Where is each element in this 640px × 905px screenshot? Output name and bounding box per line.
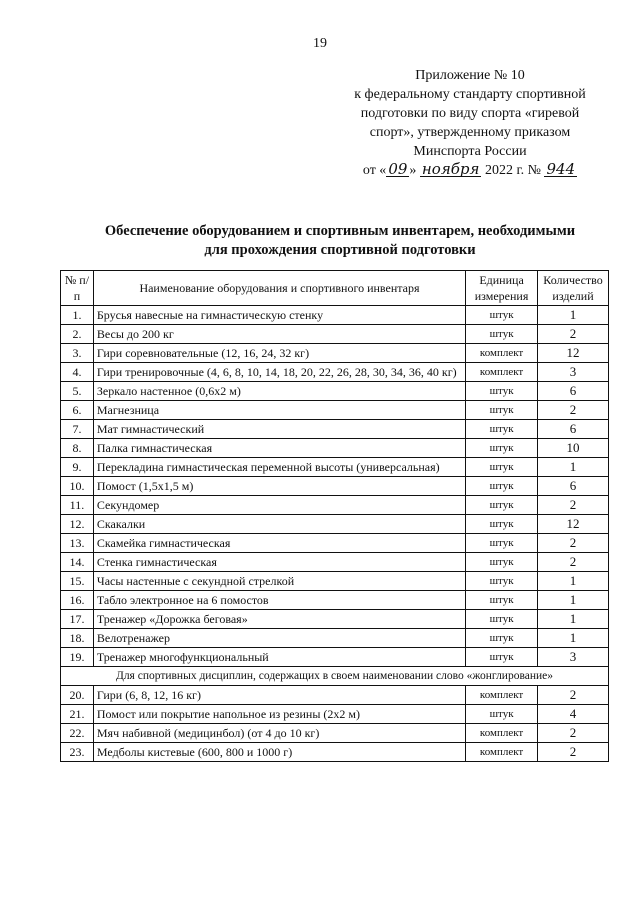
appendix-header [330,66,610,180]
order-date-line [330,161,610,180]
page-number: 19 [313,36,327,51]
row-name: Гири (6, 8, 12, 16 кг) [93,686,465,705]
row-quantity: 2 [538,743,609,762]
appendix-line: подготовки по виду спорта «гиревой [360,106,580,121]
table-row [61,458,609,477]
date-prefix: от « [362,163,387,178]
row-unit: штук [466,648,538,667]
row-name: Скамейка гимнастическая [93,534,465,553]
row-number: 4. [61,363,94,382]
row-number: 1. [61,306,94,325]
row-number: 5. [61,382,94,401]
row-quantity: 2 [538,325,609,344]
table-row [61,515,609,534]
row-number: 6. [61,401,94,420]
header-unit: Единица измерения [466,271,538,306]
row-unit: штук [466,477,538,496]
row-number: 12. [61,515,94,534]
row-quantity: 1 [538,306,609,325]
row-name: Магнезница [93,401,465,420]
row-name: Стенка гимнастическая [93,553,465,572]
row-name: Велотренажер [93,629,465,648]
row-name: Скакалки [93,515,465,534]
row-unit: штук [466,439,538,458]
row-number: 10. [61,477,94,496]
row-name: Перекладина гимнастическая переменной высоты (универсальная) [93,458,465,477]
row-unit: комплект [466,363,538,382]
row-unit: комплект [466,724,538,743]
row-name: Тренажер «Дорожка беговая» [93,610,465,629]
row-name: Весы до 200 кг [93,325,465,344]
table-row [61,439,609,458]
row-unit: штук [466,553,538,572]
row-unit: штук [466,515,538,534]
table-row [61,363,609,382]
row-quantity: 10 [538,439,609,458]
table-row [61,496,609,515]
row-unit: штук [466,458,538,477]
row-number: 20. [61,686,94,705]
row-quantity: 2 [538,401,609,420]
row-unit: штук [466,534,538,553]
row-name: Мат гимнастический [93,420,465,439]
row-name: Часы настенные с секундной стрелкой [93,572,465,591]
row-quantity: 6 [538,382,609,401]
row-quantity: 3 [538,648,609,667]
row-number: 14. [61,553,94,572]
table-row [61,724,609,743]
row-number: 23. [61,743,94,762]
row-quantity: 2 [538,534,609,553]
header-name: Наименование оборудования и спортивного инвентаря [93,271,465,306]
row-unit: штук [466,306,538,325]
table-row [61,591,609,610]
row-unit: штук [466,420,538,439]
table-header-row [61,271,609,306]
row-name: Палка гимнастическая [93,439,465,458]
row-name: Брусья навесные на гимнастическую стенку [93,306,465,325]
appendix-line: спорт», утвержденному приказом [369,125,571,140]
table-row [61,610,609,629]
row-number: 16. [61,591,94,610]
row-number: 15. [61,572,94,591]
date-mid: » [409,163,417,178]
row-quantity: 2 [538,686,609,705]
row-quantity: 12 [538,515,609,534]
date-month: ноября [421,160,480,178]
row-unit: штук [466,401,538,420]
row-number: 21. [61,705,94,724]
section-label: Для спортивных дисциплин, содержащих в своем наименовании слово «жонглирование» [61,667,609,686]
row-unit: штук [466,382,538,401]
section-row [61,667,609,686]
row-quantity: 2 [538,724,609,743]
table-row [61,648,609,667]
row-unit: комплект [466,743,538,762]
row-number: 22. [61,724,94,743]
row-quantity: 6 [538,420,609,439]
row-name: Тренажер многофункциональный [93,648,465,667]
row-quantity: 1 [538,591,609,610]
section-header [61,667,609,686]
table-row [61,401,609,420]
row-name: Секундомер [93,496,465,515]
row-number: 13. [61,534,94,553]
table-row [61,344,609,363]
row-name: Помост или покрытие напольное из резины (2х2 м) [93,705,465,724]
header-qty: Количество изделий [538,271,609,306]
row-quantity: 4 [538,705,609,724]
row-quantity: 6 [538,477,609,496]
row-number: 18. [61,629,94,648]
table-row [61,420,609,439]
appendix-line: Минспорта России [413,144,527,159]
table-body [61,306,609,667]
row-quantity: 12 [538,344,609,363]
document-title [60,222,620,260]
row-number: 7. [61,420,94,439]
title-line-2: для прохождения спортивной подготовки [204,242,476,258]
title-line-1: Обеспечение оборудованием и спортивным инвентарем, необходимыми [104,223,576,239]
row-name: Гири тренировочные (4, 6, 8, 10, 14, 18, 20, 22, 26, 28, 30, 34, 36, 40 кг) [93,363,465,382]
inventory-table [60,270,609,762]
header-num: № п/п [61,271,94,306]
row-name: Табло электронное на 6 помостов [93,591,465,610]
appendix-line: к федеральному стандарту спортивной [354,87,586,102]
row-quantity: 1 [538,629,609,648]
table-row [61,306,609,325]
table-row [61,743,609,762]
row-unit: комплект [466,686,538,705]
row-unit: штук [466,572,538,591]
row-name: Гири соревновательные (12, 16, 24, 32 кг) [93,344,465,363]
row-number: 17. [61,610,94,629]
row-unit: штук [466,591,538,610]
row-unit: штук [466,325,538,344]
row-name: Медболы кистевые (600, 800 и 1000 г) [93,743,465,762]
row-name: Зеркало настенное (0,6х2 м) [93,382,465,401]
row-name: Помост (1,5х1,5 м) [93,477,465,496]
date-year: 2022 г. № [484,163,541,178]
row-number: 2. [61,325,94,344]
section-body [61,686,609,762]
row-number: 11. [61,496,94,515]
row-number: 8. [61,439,94,458]
row-unit: штук [466,610,538,629]
table-row [61,553,609,572]
table-row [61,382,609,401]
row-quantity: 1 [538,610,609,629]
table-row [61,686,609,705]
row-quantity: 2 [538,496,609,515]
date-day: 09 [388,160,408,178]
row-number: 19. [61,648,94,667]
row-unit: штук [466,496,538,515]
appendix-line: Приложение № 10 [415,68,525,83]
row-quantity: 3 [538,363,609,382]
table-row [61,705,609,724]
table-row [61,572,609,591]
row-unit: штук [466,629,538,648]
table-row [61,325,609,344]
row-number: 3. [61,344,94,363]
row-unit: комплект [466,344,538,363]
row-quantity: 1 [538,458,609,477]
row-name: Мяч набивной (медицинбол) (от 4 до 10 кг) [93,724,465,743]
table-row [61,534,609,553]
row-quantity: 2 [538,553,609,572]
table-row [61,629,609,648]
table-row [61,477,609,496]
row-unit: штук [466,705,538,724]
row-quantity: 1 [538,572,609,591]
row-number: 9. [61,458,94,477]
order-number: 944 [546,160,576,178]
